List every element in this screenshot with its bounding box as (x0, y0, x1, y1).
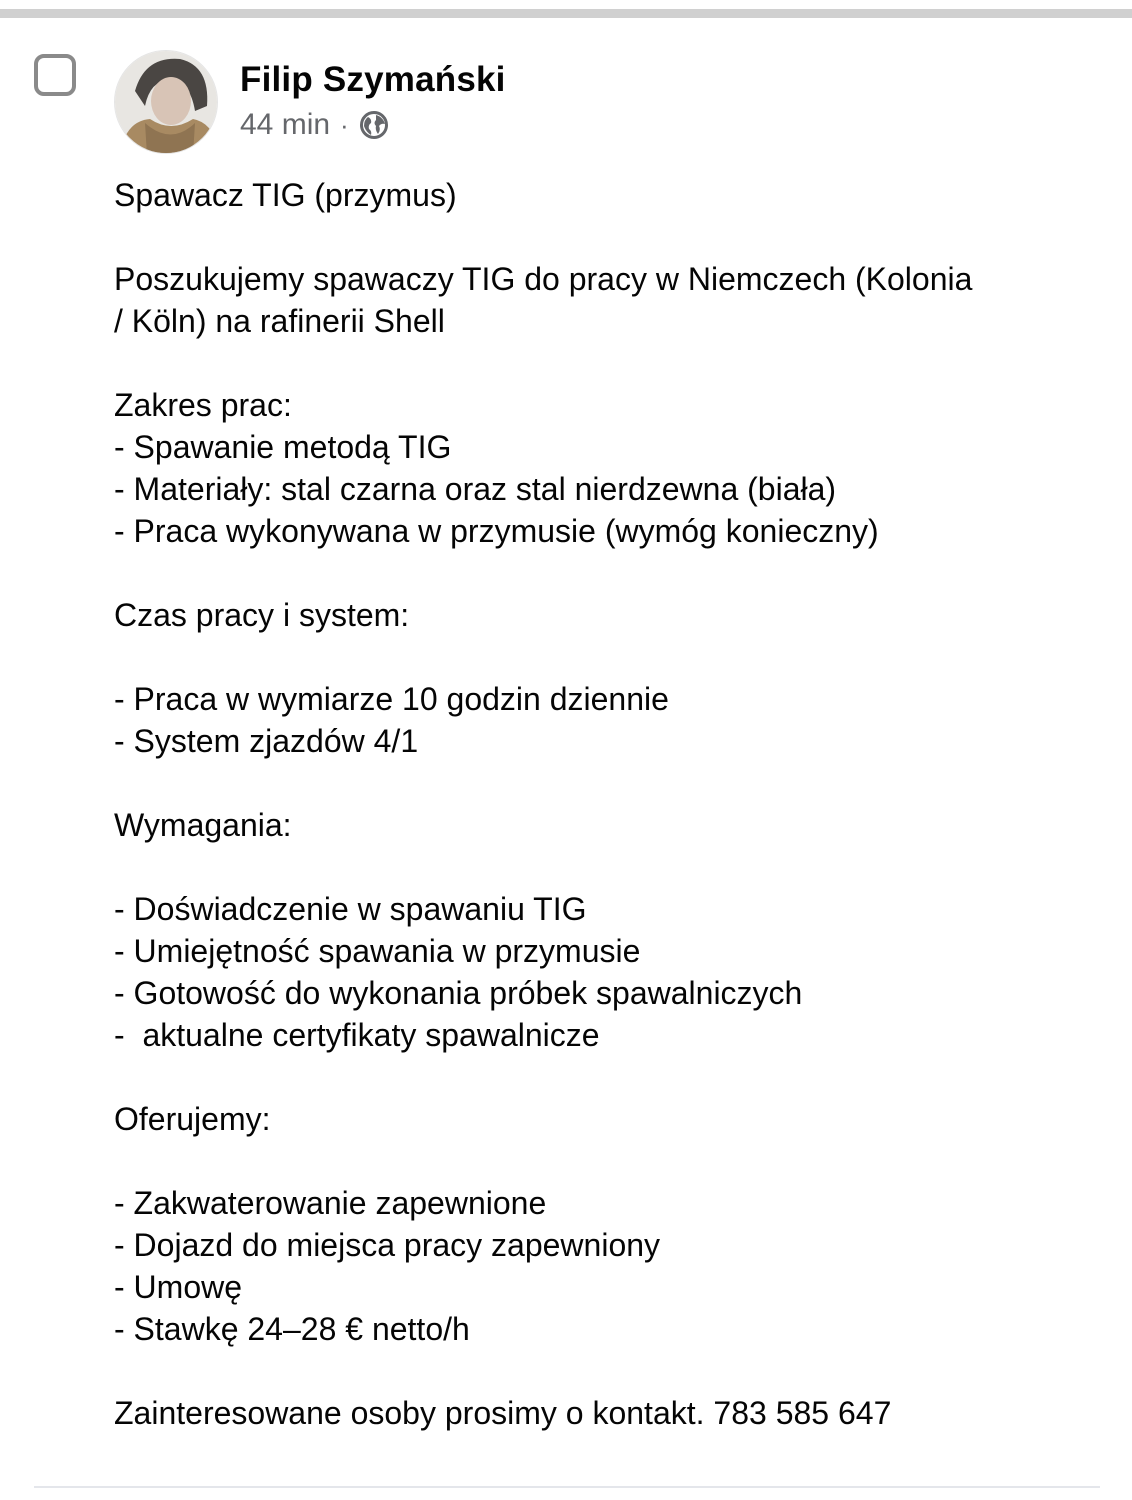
post-body-line: - Stawkę 24–28 € netto/h (114, 1311, 470, 1347)
post-body-line (114, 342, 1104, 384)
post-body-line: - Zakwaterowanie zapewnione (114, 1185, 547, 1221)
meta-separator: · (340, 109, 349, 140)
post-time[interactable]: 44 min (240, 108, 331, 141)
post-body (114, 174, 1104, 1434)
post-body-line (114, 1140, 1104, 1182)
post-body-line: - Umowę (114, 1269, 243, 1305)
post-body-line: - Praca wykonywana w przymusie (wymóg konieczny) (114, 513, 879, 549)
post-body-line (114, 552, 1104, 594)
bottom-divider (34, 1486, 1100, 1488)
avatar[interactable] (114, 50, 218, 154)
post-body-line: - Umiejętność spawania w przymusie (114, 933, 641, 969)
post-body-line: Wymagania: (114, 807, 292, 843)
top-divider (0, 9, 1132, 18)
post-body-line: Zainteresowane osoby prosimy o kontakt. 783 585 647 (114, 1395, 892, 1431)
post-body-line (114, 636, 1104, 678)
post-body-line (114, 216, 1104, 258)
post-body-line: - Praca w wymiarze 10 godzin dziennie (114, 681, 669, 717)
select-post-checkbox[interactable] (34, 54, 76, 96)
post-body-line (114, 762, 1104, 804)
post-body-line: Spawacz TIG (przymus) (114, 177, 457, 213)
post-body-line: / Köln) na rafinerii Shell (114, 303, 445, 339)
post-body-line: Zakres prac: (114, 387, 292, 423)
post-body-line: - Materiały: stal czarna oraz stal nierdzewna (biała) (114, 471, 837, 507)
post-body-line: - Spawanie metodą TIG (114, 429, 452, 465)
post-body-line: Oferujemy: (114, 1101, 271, 1137)
post-meta (240, 108, 389, 142)
post-body-line (114, 1350, 1104, 1392)
post-body-line (114, 846, 1104, 888)
globe-icon[interactable] (359, 110, 389, 140)
post-body-line: - Gotowość do wykonania próbek spawalniczych (114, 975, 803, 1011)
avatar-photo-icon (115, 51, 218, 154)
post-body-line: Poszukujemy spawaczy TIG do pracy w Niemczech (Kolonia (114, 261, 973, 297)
post-body-line: Czas pracy i system: (114, 597, 410, 633)
author-name[interactable]: Filip Szymański (240, 60, 506, 99)
post-body-line: - Doświadczenie w spawaniu TIG (114, 891, 587, 927)
post-body-line: - System zjazdów 4/1 (114, 723, 419, 759)
post-body-line: - Dojazd do miejsca pracy zapewniony (114, 1227, 661, 1263)
post-body-line (114, 1056, 1104, 1098)
post-body-line: - aktualne certyfikaty spawalnicze (114, 1017, 600, 1053)
